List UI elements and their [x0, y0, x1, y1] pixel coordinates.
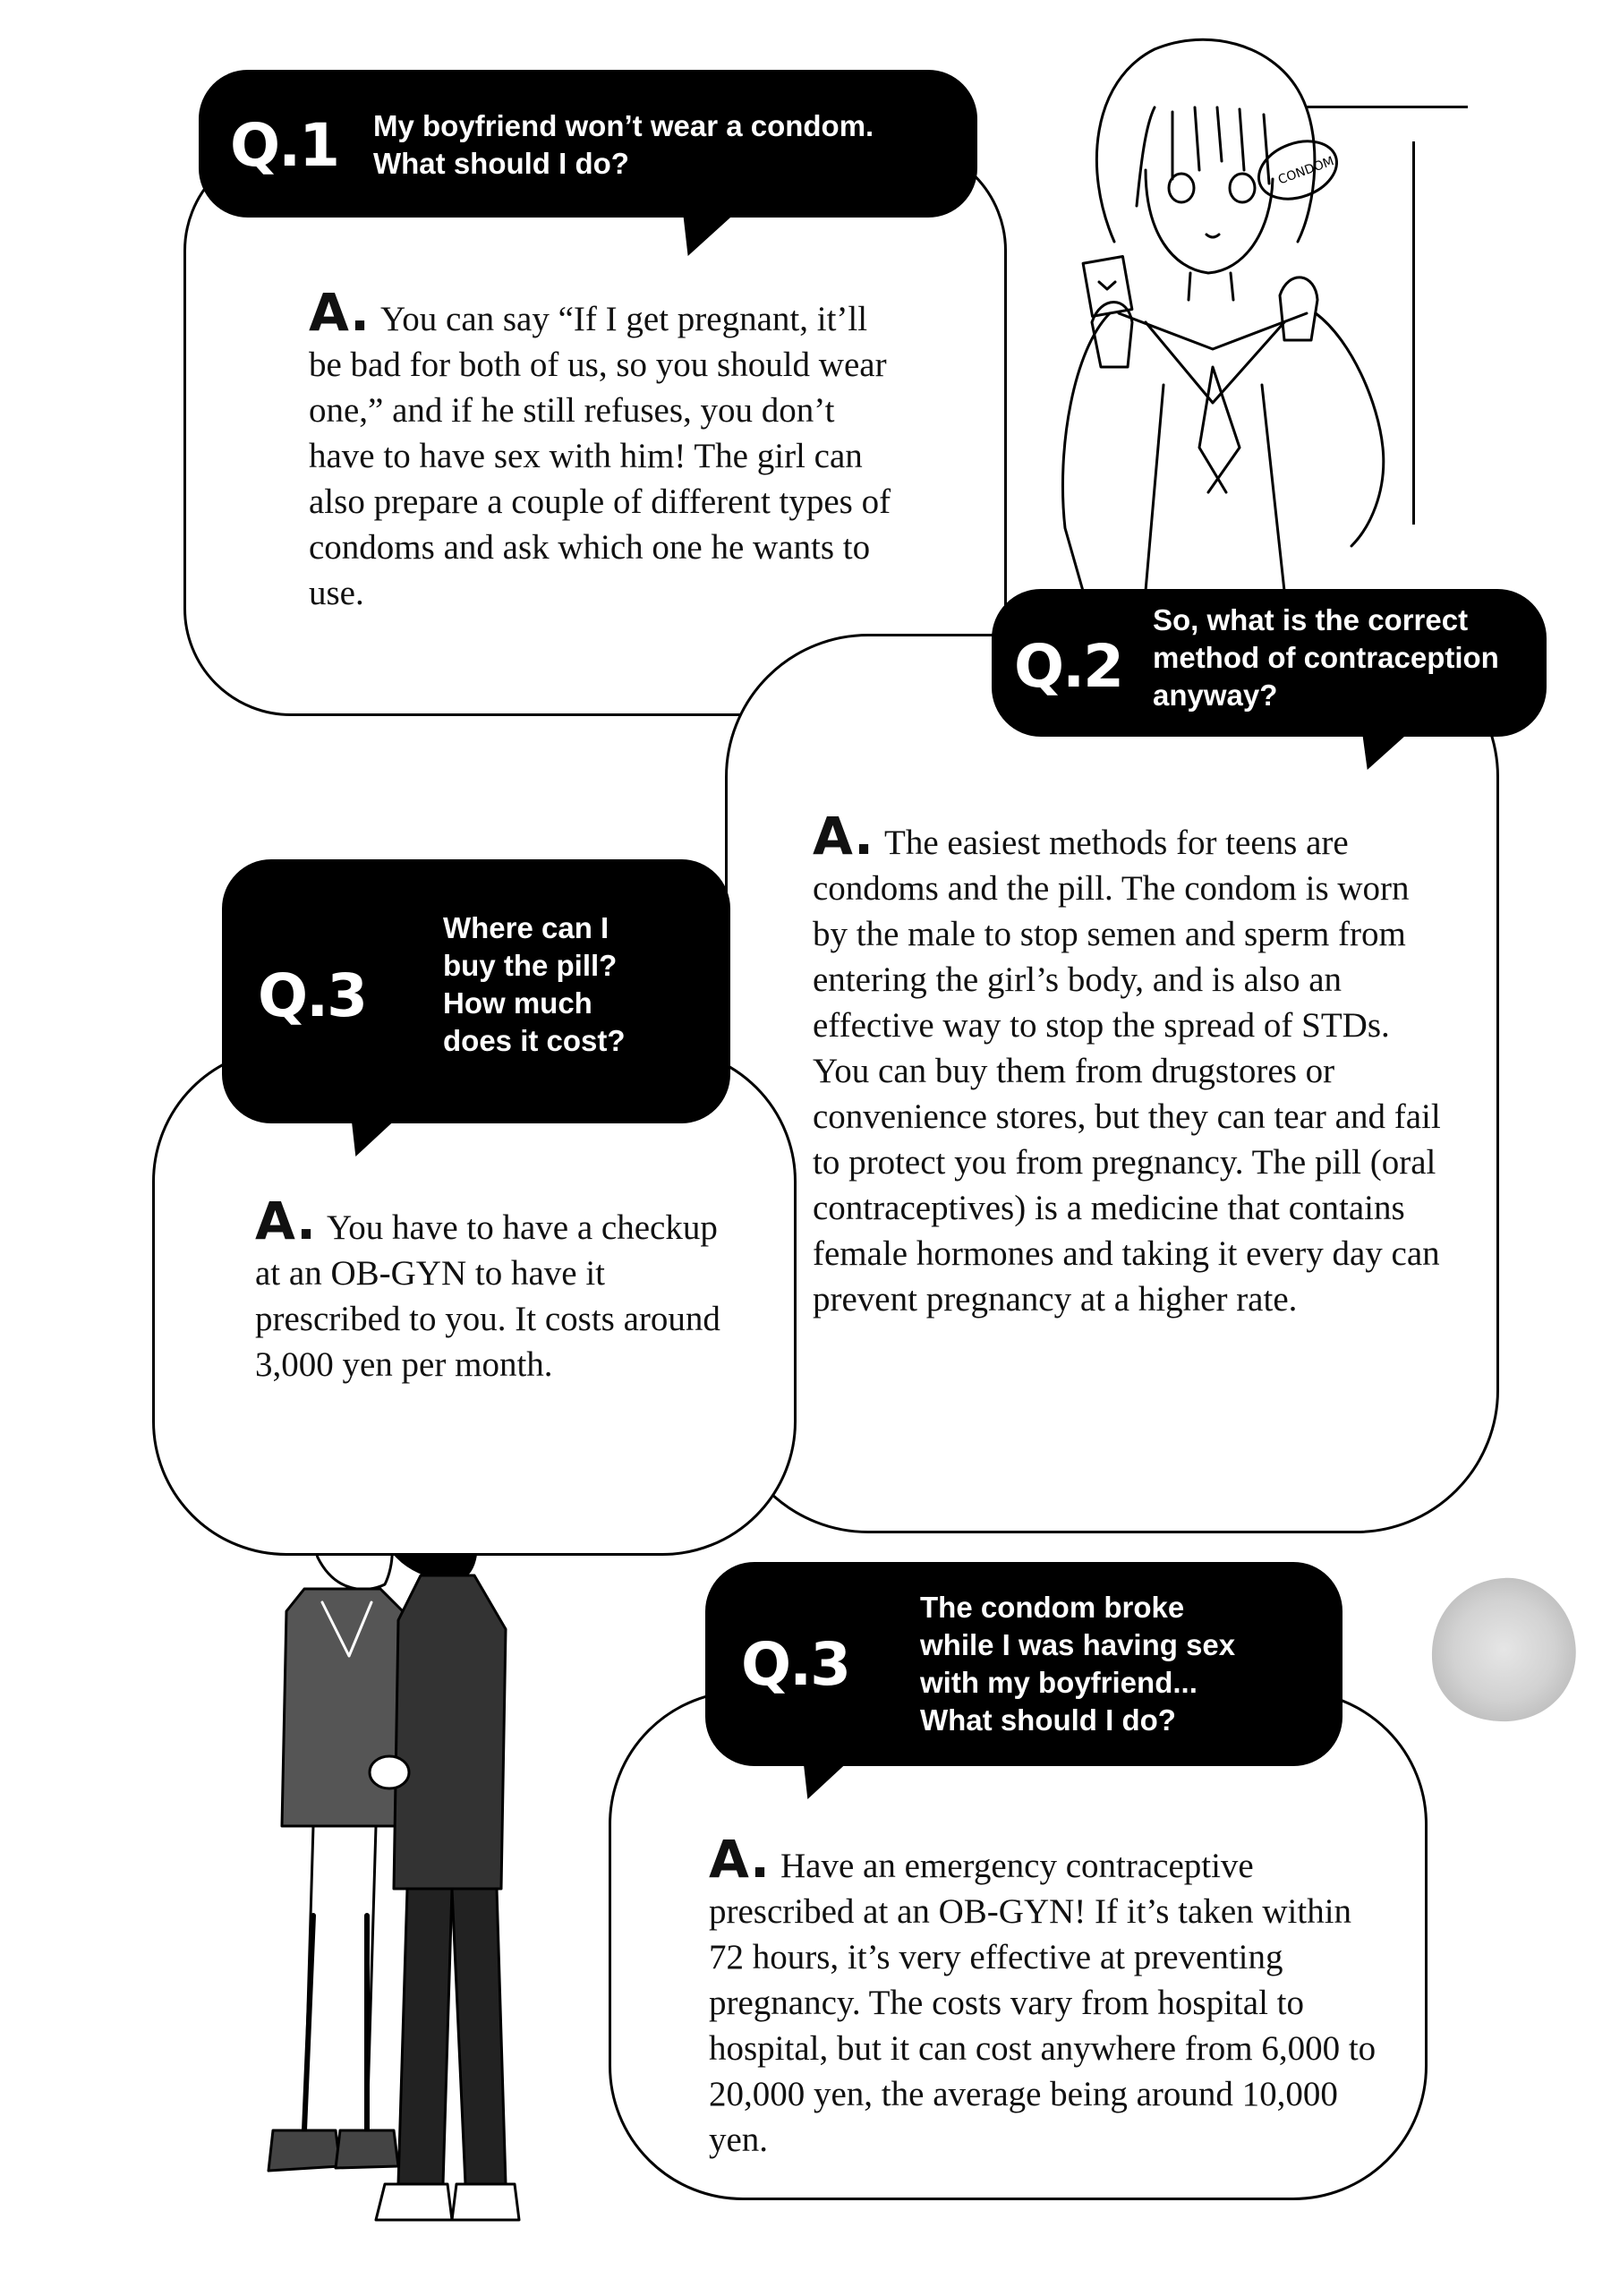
- girl-holding-condom-illustration: [1029, 27, 1405, 591]
- answer-marker: A.: [309, 282, 370, 343]
- answer-text-q4: [709, 1829, 1380, 2163]
- question-text: So, what is the correct method of contraception anyway?: [1153, 603, 1499, 712]
- answer-marker: A.: [255, 1191, 316, 1251]
- answer-body: You have to have a checkup at an OB-GYN to have it prescribed to you. It costs around 3,000 yen per month.: [255, 1208, 720, 1384]
- condom-wrapper-label: CONDOM: [1276, 154, 1336, 188]
- question-number: Q.3: [258, 961, 367, 1030]
- question-text: My boyfriend won’t wear a condom. What should I do?: [373, 109, 874, 180]
- question-text: Where can I buy the pill? How much does it cost?: [443, 911, 626, 1057]
- decorative-line-vertical: [1412, 141, 1415, 525]
- question-box-q2: [992, 589, 1547, 737]
- question-box-q3: [222, 859, 730, 1123]
- question-number: Q.3: [741, 1630, 850, 1699]
- answer-marker: A.: [813, 806, 874, 866]
- answer-text-q3: [255, 1191, 720, 1387]
- answer-body: Have an emergency contraceptive prescribed at an OB-GYN! If it’s taken within 72 hours, it’s very effective at preventing pregnancy. The costs vary from hospital to hospital, but it can cost anywhere from 6,000 to 20,000 yen, the average being around 10,000 yen.: [709, 1847, 1377, 2159]
- answer-marker: A.: [709, 1829, 770, 1890]
- watercolor-blot-decoration: [1423, 1571, 1584, 1728]
- question-box-q1: [199, 70, 977, 218]
- answer-text-q1: [309, 282, 899, 616]
- question-box-q4: [705, 1562, 1342, 1766]
- couple-illustration: [251, 1504, 573, 2238]
- answer-body: The easiest methods for teens are condoms and the pill. The condom is worn by the male to stop semen and sperm from entering the girl’s body, and is also an effective way to stop the spread of STDs. You can buy them from drugstores or convenience stores, but they can tear and fail to protect you from pregnancy. The pill (oral contraceptives) is a medicine that contains female hormones and taking it every day can prevent pregnancy at a higher rate.: [813, 824, 1441, 1319]
- question-number: Q.2: [1014, 632, 1123, 701]
- question-text: The condom broke while I was having sex with my boyfriend... What should I do?: [920, 1591, 1236, 1737]
- answer-body: You can say “If I get pregnant, it’ll be bad for both of us, so you should wear one,” and if he still refuses, you don’t have to have sex with him! The girl can also prepare a couple of different types of condoms and ask which one he wants to use.: [309, 300, 891, 612]
- answer-text-q2: [813, 806, 1444, 1322]
- question-number: Q.1: [230, 111, 339, 180]
